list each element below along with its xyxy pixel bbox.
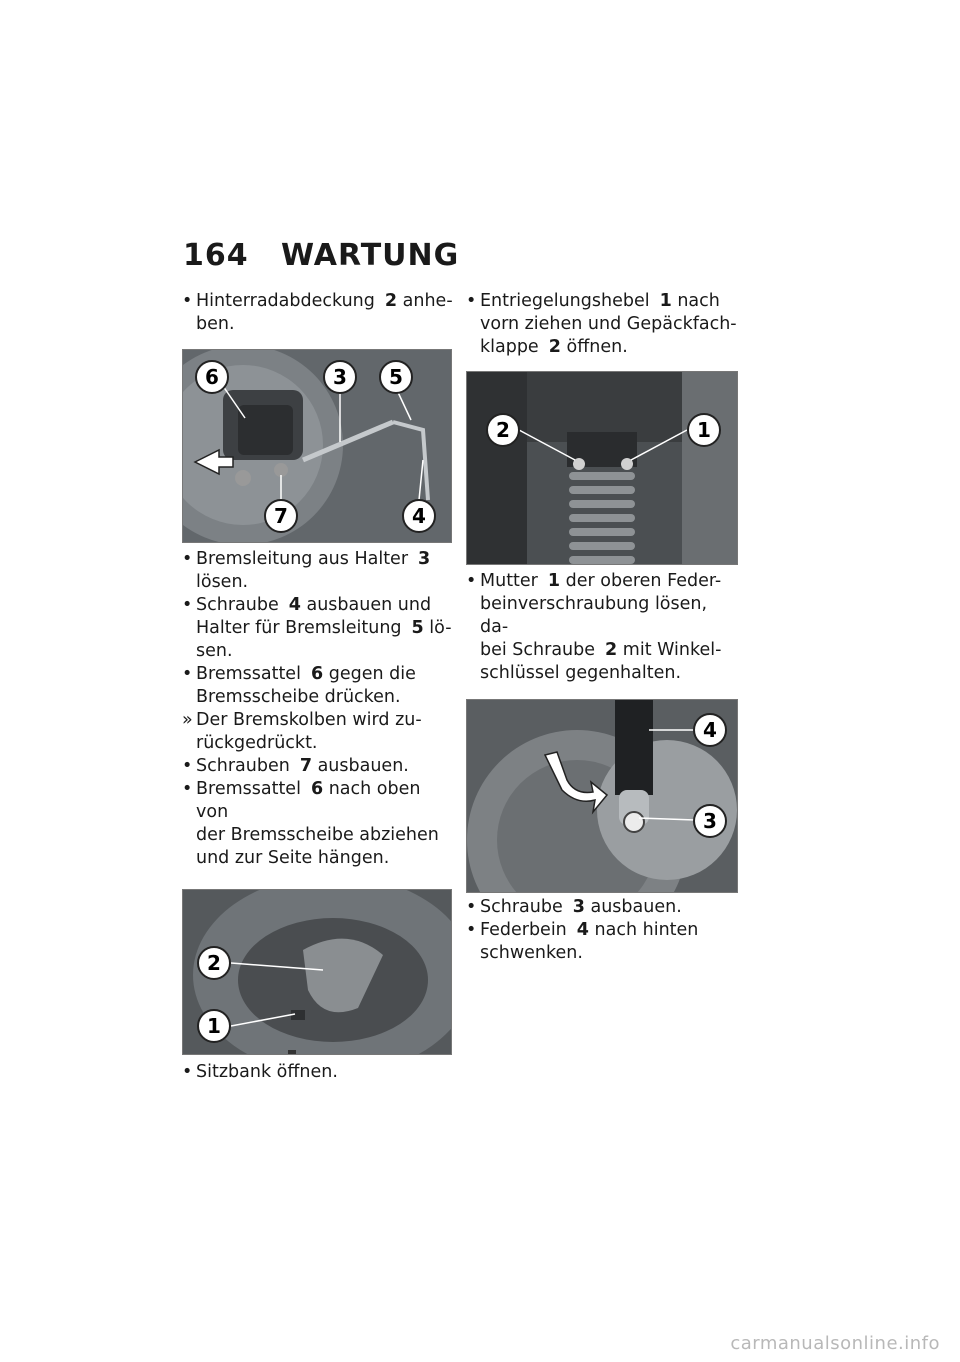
section-title: WARTUNG xyxy=(281,238,460,273)
instruction-step: • Mutter 1 der oberen Feder- beinverschraubung lösen, da- bei Schraube 2 mit Winkel- schlüssel gegenhalten. xyxy=(466,571,722,683)
instruction-step: • Federbein 4 nach hinten schwenken. xyxy=(466,920,699,963)
instruction-step: • Entriegelungshebel 1 nach vorn ziehen und Gepäckfach- klappe 2 öffnen. xyxy=(466,291,737,357)
callout-label: 4 xyxy=(412,504,426,528)
left-column xyxy=(182,290,454,1084)
instruction-result: » Der Bremskolben wird zu- rückgedrückt. xyxy=(182,710,422,753)
callout-label: 5 xyxy=(389,365,403,389)
instruction-step: • Bremssattel 6 nach oben von der Bremsscheibe abziehen und zur Seite hängen. xyxy=(182,779,439,868)
shock-absorber-bottom-figure xyxy=(466,699,738,893)
callout-label: 2 xyxy=(207,951,221,975)
callout-label: 7 xyxy=(274,504,288,528)
instruction-step: • Hinterradabdeckung 2 anhe- ben. xyxy=(182,291,453,334)
callout-label: 3 xyxy=(703,809,717,833)
brake-caliper-figure xyxy=(182,349,452,543)
instruction-step: • Sitzbank öffnen. xyxy=(182,1062,338,1082)
seat-compartment-figure xyxy=(182,889,452,1055)
shock-absorber-top-figure xyxy=(466,371,738,565)
page-number: 164 xyxy=(183,238,249,273)
right-column xyxy=(466,290,738,965)
callout-label: 4 xyxy=(703,718,717,742)
instruction-step: • Bremssattel 6 gegen die Bremsscheibe drücken. xyxy=(182,664,416,707)
watermark: carmanualsonline.info xyxy=(730,1333,940,1354)
callout-label: 2 xyxy=(496,418,510,442)
instruction-step: • Schraube 3 ausbauen. xyxy=(466,897,682,917)
callout-label: 3 xyxy=(333,365,347,389)
callout-label: 1 xyxy=(697,418,711,442)
callout-label: 6 xyxy=(205,365,219,389)
instruction-step: • Schraube 4 ausbauen und Halter für Bremsleitung 5 lö- sen. xyxy=(182,595,452,661)
instruction-step: • Schrauben 7 ausbauen. xyxy=(182,756,409,776)
callout-label: 1 xyxy=(207,1014,221,1038)
instruction-step: • Bremsleitung aus Halter 3 lösen. xyxy=(182,549,431,592)
page-header xyxy=(183,238,459,273)
